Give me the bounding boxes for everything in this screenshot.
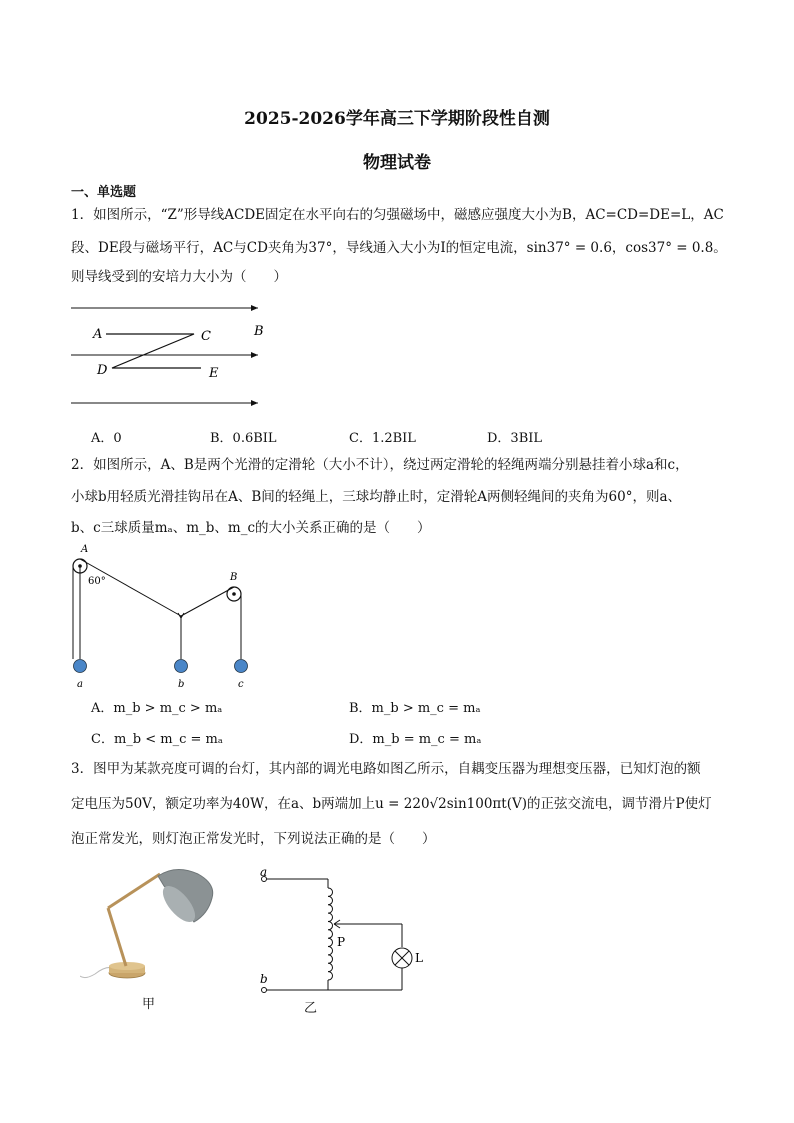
desk-lamp-figure <box>80 862 220 987</box>
q2-option-b: B．m_b > m_c = mₐ <box>349 701 481 716</box>
ball-a <box>74 660 87 673</box>
q2-text-line2: 小球b用轻质光滑挂钩吊在A、B间的轻绳上，三球均静止时，定滑轮A两侧轻绳间的夹角为60°，则a、 <box>71 489 682 505</box>
lamp-arm-lower <box>108 908 126 966</box>
label-b: b <box>178 679 185 690</box>
ball-c <box>235 660 248 673</box>
transformer-coil <box>328 888 333 980</box>
q2-option-a: A．m_b > m_c > mₐ <box>91 701 223 716</box>
q2-pulley-figure <box>68 542 258 692</box>
caption-yi: 乙 <box>304 1001 318 1016</box>
label-A: A <box>93 327 103 342</box>
label-c: c <box>238 679 244 690</box>
ball-b <box>175 660 188 673</box>
label-pulley-B: B <box>230 572 238 583</box>
q1-option-b: B．0.6BIL <box>210 431 277 446</box>
q1-option-d: D．3BIL <box>487 431 543 446</box>
z-wire <box>106 334 201 368</box>
label-C: C <box>201 329 211 344</box>
label-b: b <box>260 972 268 986</box>
label-a: a <box>77 679 83 690</box>
q3-text-line1: 3．图甲为某款亮度可调的台灯，其内部的调光电路如图乙所示，自耦变压器为理想变压器，已知灯泡的额 <box>71 761 701 777</box>
label-D: D <box>97 363 108 378</box>
q2-option-d: D．m_b = m_c = mₐ <box>349 732 482 747</box>
autotransformer-circuit-figure <box>250 866 430 996</box>
q1-text-line2: 段、DE段与磁场平行，AC与CD夹角为37°，导线通入大小为I的恒定电流，sin37° = 0.6，cos37° = 0.8。 <box>71 240 727 256</box>
q3-text-line2: 定电压为50V，额定功率为40W，在a、b两端加上u = 220√2sin100πt(V)的正弦交流电，调节滑片P使灯 <box>71 796 712 812</box>
caption-jia: 甲 <box>142 997 156 1012</box>
label-E: E <box>209 366 219 381</box>
label-L: L <box>415 951 423 965</box>
label-P: P <box>337 935 346 949</box>
q1-magnetic-field-figure <box>66 292 286 417</box>
terminal-b <box>262 988 267 993</box>
q2-text-line3: b、c三球质量mₐ、m_b、m_c的大小关系正确的是（ ） <box>71 520 431 536</box>
q1-option-c: C．1.2BIL <box>349 431 416 446</box>
q2-option-c: C．m_b < m_c = mₐ <box>91 732 223 747</box>
page-subtitle: 物理试卷 <box>363 153 431 173</box>
q1-text-line3: 则导线受到的安培力大小为（ ） <box>71 269 287 285</box>
label-a: a <box>260 866 268 879</box>
lamp-arm-upper <box>108 874 160 908</box>
q1-text-line1: 1．如图所示，“Z”形导线ACDE固定在水平向右的匀强磁场中，磁感应强度大小为B，AC=CD=DE=L，AC <box>71 207 724 223</box>
section-heading: 一、单选题 <box>71 185 137 200</box>
page-title: 2025-2026学年高三下学期阶段性自测 <box>244 109 550 129</box>
q2-text-line1: 2．如图所示，A、B是两个光滑的定滑轮（大小不计），绕过两定滑轮的轻绳两端分别悬挂着小球a和c， <box>71 457 689 473</box>
q1-option-a: A．0 <box>91 431 122 446</box>
label-pulley-A: A <box>81 544 89 555</box>
angle-60: 60° <box>88 576 106 587</box>
q3-text-line3: 泡正常发光，则灯泡正常发光时，下列说法正确的是（ ） <box>71 831 436 847</box>
label-B: B <box>254 324 264 339</box>
